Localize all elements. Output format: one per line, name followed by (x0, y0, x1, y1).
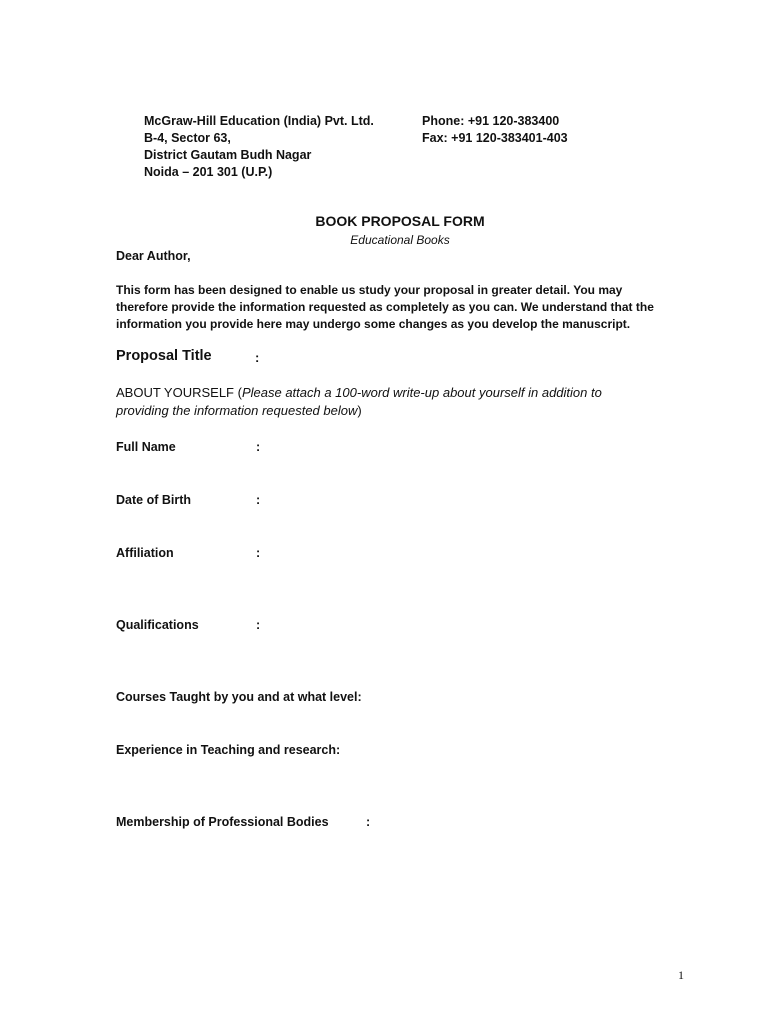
intro-paragraph (116, 282, 686, 333)
page-number: 1 (678, 968, 684, 982)
qualifications-label: Qualifications (116, 618, 199, 632)
full-name-label: Full Name (116, 440, 176, 454)
address-line-4: Noida – 201 301 (U.P.) (144, 165, 273, 179)
phone-number: Phone: +91 120-383400 (422, 114, 560, 128)
about-line-1 (116, 384, 676, 402)
experience-label: Experience in Teaching and research: (116, 743, 341, 757)
membership-label: Membership of Professional Bodies (116, 815, 329, 829)
courses-taught-label: Courses Taught by you and at what level: (116, 690, 362, 704)
publisher-address (144, 113, 374, 181)
form-title: BOOK PROPOSAL FORM (315, 213, 485, 229)
qualifications-colon: : (256, 618, 261, 632)
about-note-line-1: Please attach a 100-word write-up about yourself in addition to (241, 385, 602, 400)
fax-number: Fax: +91 120-383401-403 (422, 131, 568, 145)
greeting: Dear Author, (116, 249, 191, 263)
about-open-paren: ( (234, 385, 242, 400)
publisher-contact (422, 113, 568, 147)
company-name: McGraw-Hill Education (India) Pvt. Ltd. (144, 114, 374, 128)
about-line-2 (116, 402, 676, 420)
membership-colon: : (366, 815, 371, 829)
about-note-line-2: providing the information requested below (116, 403, 358, 418)
intro-line: information you provide here may undergo some changes as you develop the manuscript. (116, 317, 631, 331)
address-line-3: District Gautam Budh Nagar (144, 148, 312, 162)
affiliation-label: Affiliation (116, 546, 174, 560)
intro-line: This form has been designed to enable us study your proposal in greater detail. You may (116, 283, 623, 297)
date-of-birth-colon: : (256, 493, 261, 507)
proposal-title-label: Proposal Title (116, 348, 212, 364)
date-of-birth-label: Date of Birth (116, 493, 191, 507)
about-close-paren: ) (357, 403, 362, 418)
intro-line: therefore provide the information requested as completely as you can. We understand that the (116, 300, 654, 314)
form-subtitle: Educational Books (350, 233, 450, 247)
full-name-colon: : (256, 440, 261, 454)
about-heading: ABOUT YOURSELF (116, 385, 234, 400)
address-line-2: B-4, Sector 63, (144, 131, 231, 145)
affiliation-colon: : (256, 546, 261, 560)
proposal-title-colon: : (255, 350, 260, 365)
about-yourself-section (116, 384, 676, 420)
